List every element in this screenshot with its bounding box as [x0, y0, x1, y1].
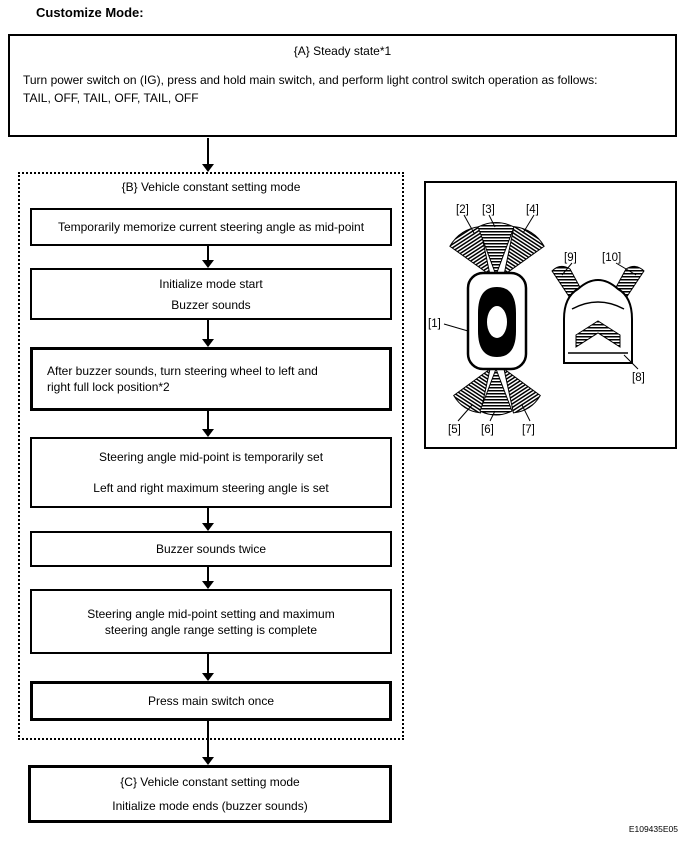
arrow-head-icon — [202, 164, 214, 172]
figure-label-2: [2] — [456, 204, 469, 216]
figure-label-9: [9] — [564, 252, 577, 264]
flow-arrow — [202, 721, 214, 765]
page-heading: Customize Mode: — [36, 5, 144, 20]
flow-arrow — [202, 654, 214, 681]
step-line: Press main switch once — [147, 694, 275, 708]
box-a-line-1: Turn power switch on (IG), press and hold main switch, and perform light control switch operation as follows: — [23, 73, 598, 87]
arrow-shaft — [207, 138, 209, 166]
step-line: Temporarily memorize current steering angle as mid-point — [57, 220, 365, 234]
flow-step-buzzer-twice — [30, 531, 392, 567]
figure-label-7: [7] — [522, 424, 535, 436]
flow-step-turn-steering-wheel — [30, 347, 392, 411]
flow-step-midpoint-temporarily-set — [30, 437, 392, 508]
box-c-line-1: {C} Vehicle constant setting mode — [120, 775, 300, 789]
flow-step-initialize-start — [30, 268, 392, 320]
arrow-head-icon — [202, 673, 214, 681]
box-a-body — [10, 58, 675, 107]
step-line: steering angle range setting is complete — [104, 622, 318, 637]
box-c-line-2: Initialize mode ends (buzzer sounds) — [112, 799, 308, 813]
box-a-title: {A} Steady state*1 — [293, 44, 392, 58]
flow-step-memorize-midpoint — [30, 208, 392, 246]
arrow-shaft — [207, 411, 209, 431]
flow-box-setting-mode-end — [28, 765, 392, 823]
arrow-shaft — [207, 721, 209, 759]
arrow-head-icon — [202, 581, 214, 589]
flow-box-steady-state — [8, 34, 677, 137]
arrow-head-icon — [202, 339, 214, 347]
step-line: Buzzer sounds twice — [155, 542, 267, 556]
step-line: After buzzer sounds, turn steering wheel to left and — [47, 364, 318, 378]
figure-label-4: [4] — [526, 204, 539, 216]
car-front-view — [552, 266, 644, 363]
flow-arrow — [202, 320, 214, 347]
flow-step-setting-complete — [30, 589, 392, 654]
arrow-shaft — [207, 654, 209, 675]
figure-code: E109435E05 — [628, 824, 678, 834]
arrow-head-icon — [202, 757, 214, 765]
car-top-view — [468, 273, 526, 369]
figure-label-8: [8] — [632, 372, 645, 384]
arrow-shaft — [207, 320, 209, 341]
flow-arrow — [202, 508, 214, 531]
figure-panel — [424, 181, 677, 449]
arrow-head-icon — [202, 260, 214, 268]
step-line: Left and right maximum steering angle is set — [93, 481, 329, 495]
box-a-line-2: TAIL, OFF, TAIL, OFF, TAIL, OFF — [23, 91, 199, 105]
step-line: Steering angle mid-point setting and maximum — [87, 606, 335, 621]
flow-arrow — [202, 411, 214, 437]
arrow-head-icon — [202, 429, 214, 437]
flow-arrow — [202, 246, 214, 268]
group-b-title: {B} Vehicle constant setting mode — [121, 180, 301, 194]
figure-label-1: [1] — [428, 318, 441, 330]
figure-label-5: [5] — [448, 424, 461, 436]
step-line: Initialize mode start — [159, 276, 263, 291]
flow-arrow — [202, 138, 214, 172]
flow-arrow — [202, 567, 214, 589]
step-line: Buzzer sounds — [171, 297, 251, 312]
figure-label-6: [6] — [481, 424, 494, 436]
step-line: right full lock position*2 — [47, 380, 170, 394]
step-line: Steering angle mid-point is temporarily set — [98, 450, 324, 464]
figure-label-10: [10] — [602, 252, 622, 264]
flow-step-press-main-switch — [30, 681, 392, 721]
arrow-head-icon — [202, 523, 214, 531]
figure-label-3: [3] — [482, 204, 495, 216]
vehicle-lamp-figure — [426, 183, 675, 447]
